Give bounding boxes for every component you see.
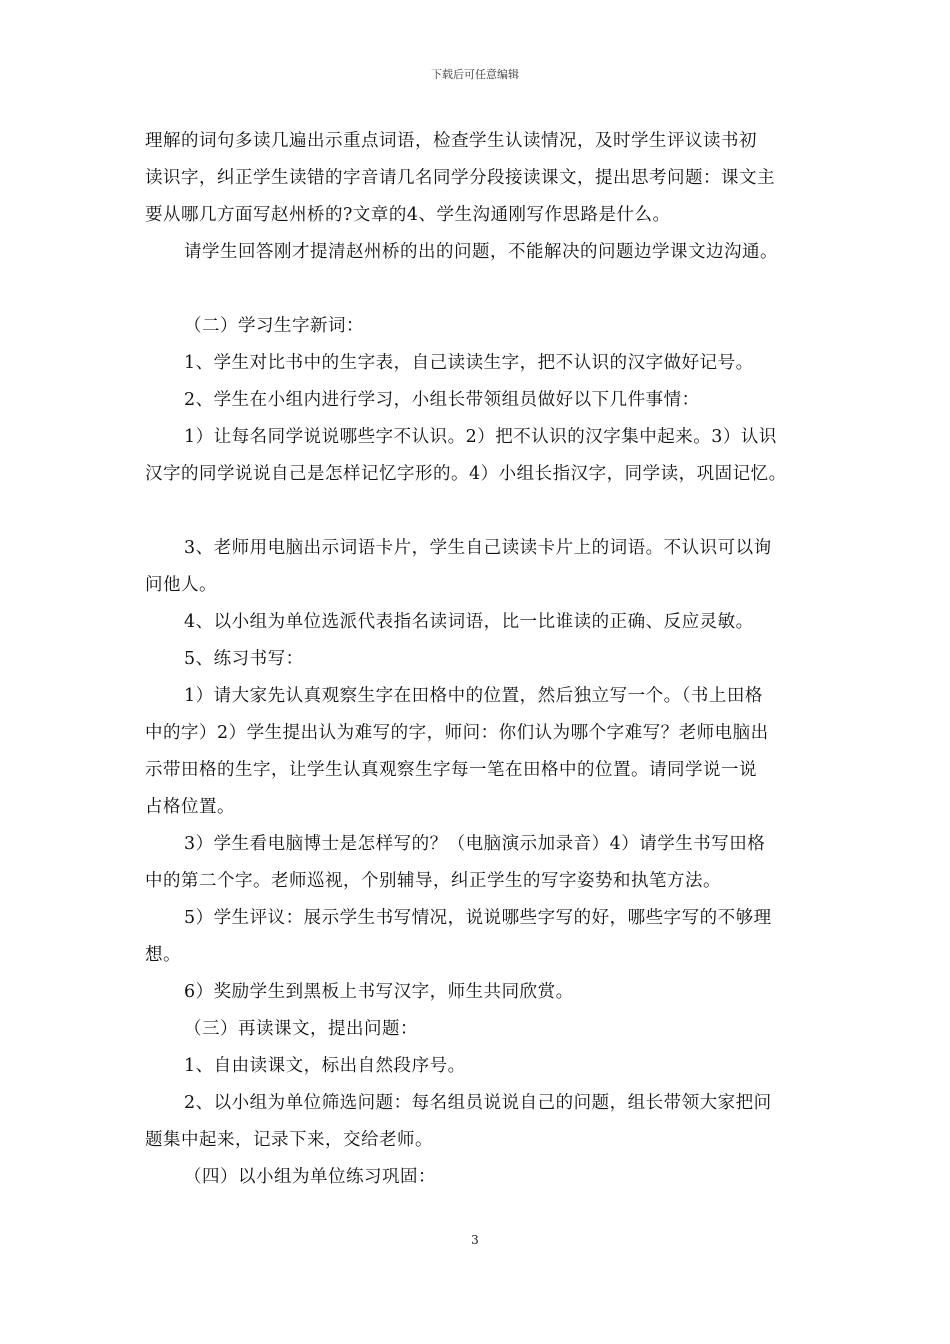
text-line: 3）学生看电脑博士是怎样写的？（电脑演示加录音）4）请学生书写田格 (184, 834, 766, 854)
text-line: 中的字）2）学生提出认为难写的字，师问：你们认为哪个字难写？老师电脑出 (145, 723, 769, 743)
section-heading: （二）学习生字新词： (184, 316, 364, 336)
text-line: 1）请大家先认真观察生字在田格中的位置，然后独立写一个。（书上田格 (184, 686, 763, 706)
text-line: 要从哪几方面写赵州桥的?文章的4、学生沟通刚写作思路是什么。 (145, 205, 671, 225)
text-line: 请学生回答刚才提清赵州桥的出的问题，不能解决的问题边学课文边沟通。 (184, 242, 778, 262)
text-line: 4、以小组为单位选派代表指名读词语，比一比谁读的正确、反应灵敏。 (184, 612, 754, 632)
text-line: 1）让每名同学说说哪些字不认识。2）把不认识的汉字集中起来。3）认识 (184, 427, 777, 447)
text-line: 问他人。 (145, 575, 217, 595)
text-line: 汉字的同学说说自己是怎样记忆字形的。4）小组长指汉字，同学读，巩固记忆。 (145, 464, 787, 484)
text-line: 6）奖励学生到黑板上书写汉字，师生共同欣赏。 (184, 982, 574, 1002)
text-line: 3、老师用电脑出示词语卡片，学生自己读读卡片上的词语。不认识可以询 (184, 538, 772, 558)
text-line: 中的第二个字。老师巡视，个别辅导，纠正学生的写字姿势和执笔方法。 (145, 871, 721, 891)
section-heading: （四）以小组为单位练习巩固： (184, 1167, 436, 1187)
text-line: 1、自由读课文，标出自然段序号。 (184, 1056, 466, 1076)
text-line: 2、学生在小组内进行学习，小组长带领组员做好以下几件事情： (184, 390, 700, 410)
text-line: 5、练习书写： (184, 649, 304, 669)
text-line: 示带田格的生字，让学生认真观察生字每一笔在田格中的位置。请同学说一说 (145, 760, 757, 780)
page-header: 下载后可任意编辑 (431, 68, 519, 81)
text-line: 读识字，纠正学生读错的字音请几名同学分段接读课文，提出思考问题：课文主 (145, 168, 775, 188)
text-line: 2、以小组为单位筛选问题：每名组员说说自己的问题，组长带领大家把问 (184, 1093, 772, 1113)
text-line: 理解的词句多读几遍出示重点词语，检查学生认读情况，及时学生评议读书初 (145, 131, 757, 151)
text-line: 1、学生对比书中的生字表，自己读读生字，把不认识的汉字做好记号。 (184, 353, 754, 373)
section-heading: （三）再读课文，提出问题： (184, 1019, 418, 1039)
text-line: 想。 (145, 945, 181, 965)
page-number: 3 (471, 1233, 479, 1247)
text-line: 题集中起来，记录下来，交给老师。 (145, 1130, 433, 1150)
text-line: 占格位置。 (145, 797, 235, 817)
text-line: 5）学生评议：展示学生书写情况，说说哪些字写的好，哪些字写的不够理 (184, 908, 772, 928)
